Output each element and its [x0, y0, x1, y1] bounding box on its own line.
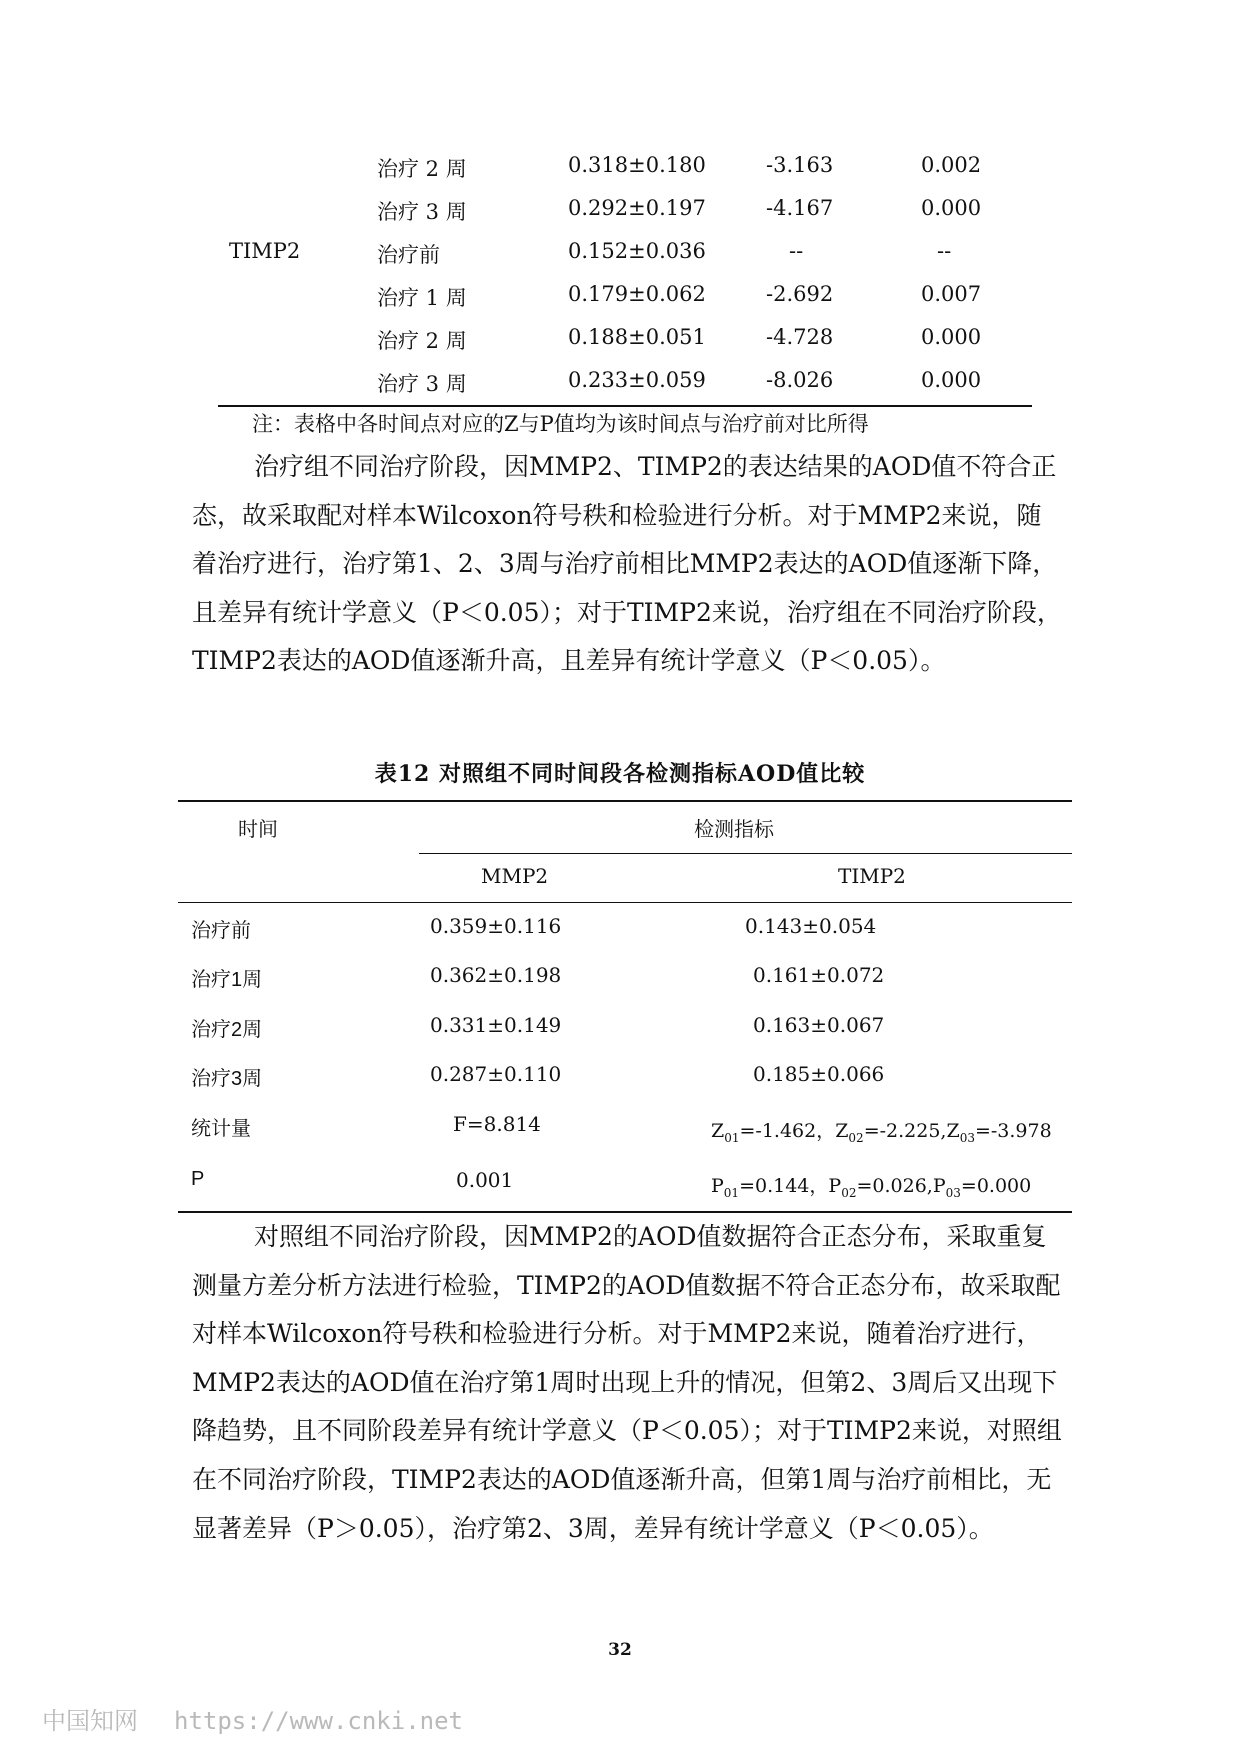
body-paragraph — [192, 443, 1062, 686]
table-note: 注：表格中各时间点对应的Z与P值均为该时间点与治疗前对比所得 — [252, 412, 869, 436]
row-mmp2: 0.359±0.116 — [430, 914, 562, 938]
row-value: 0.188±0.051 — [568, 325, 706, 349]
row-time: 治疗 1 周 — [377, 286, 467, 310]
row-p: 0.000 — [921, 325, 982, 349]
row-time: 治疗 3 周 — [377, 372, 467, 396]
body-paragraph — [192, 1213, 1062, 1553]
row-mmp2: 0.287±0.110 — [430, 1062, 562, 1086]
row-mmp2: 0.362±0.198 — [430, 963, 562, 987]
watermark-url: https://www.cnki.net — [174, 1707, 463, 1735]
row-value: 0.152±0.036 — [568, 239, 706, 263]
row-time: 治疗 2 周 — [377, 329, 467, 353]
row-time: 治疗3周 — [191, 1068, 263, 1090]
paragraph-text: 治疗组不同治疗阶段，因MMP2、TIMP2的表达结果的AOD值不符合正态，故采取配对样本Wilcoxon符号秩和检验进行分析。对于MMP2来说，随着治疗进行，治疗第1、2、3周与治疗前相比MMP2表达的AOD值逐渐下降，且差异有统计学意义（P＜0.05）；对于TIMP2来说，治疗组在不同治疗阶段，TIMP2表达的AOD值逐渐升高，且差异有统计学意义（P＜0.05）。 — [192, 452, 1062, 676]
row-value: 0.318±0.180 — [568, 153, 706, 177]
row-time: 治疗1周 — [191, 969, 263, 991]
p-mmp2: 0.001 — [456, 1168, 514, 1192]
row-time: 治疗前 — [377, 243, 440, 267]
table-caption: 表12 对照组不同时间段各检测指标AOD值比较 — [374, 761, 866, 787]
row-p: -- — [937, 239, 952, 263]
p-timp2: $P_{01}=0.144$，$P_{02}=0.026,P_{03}=0.000$ — [711, 1175, 1032, 1200]
row-value: 0.179±0.062 — [568, 282, 706, 306]
row-z: -8.026 — [766, 368, 834, 392]
stat-timp2: $Z_{01}=-1.462$，$Z_{02}=-2.225,Z_{03}=-3.978$ — [711, 1120, 1052, 1145]
header-mmp2: MMP2 — [481, 864, 549, 888]
header-time: 时间 — [238, 819, 278, 841]
row-timp2: 0.143±0.054 — [745, 914, 877, 938]
row-p: 0.000 — [921, 196, 982, 220]
row-z: -2.692 — [766, 282, 834, 306]
row-p: 0.007 — [921, 282, 982, 306]
row-p: 0.000 — [921, 368, 982, 392]
header-subrule — [419, 853, 1072, 854]
row-timp2: 0.163±0.067 — [753, 1013, 885, 1037]
row-time: 治疗 3 周 — [377, 200, 467, 224]
header-indicator: 检测指标 — [694, 819, 774, 841]
row-timp2: 0.185±0.066 — [753, 1062, 885, 1086]
row-mmp2: 0.331±0.149 — [430, 1013, 562, 1037]
row-time: 治疗 2 周 — [377, 157, 467, 181]
header-bottom-rule — [178, 902, 1072, 903]
row-z: -- — [789, 239, 804, 263]
row-time: 治疗2周 — [191, 1019, 263, 1041]
row-value: 0.233±0.059 — [568, 368, 706, 392]
paragraph-text: 对照组不同治疗阶段，因MMP2的AOD值数据符合正态分布，采取重复测量方差分析方法进行检验，TIMP2的AOD值数据不符合正态分布，故采取配对样本Wilcoxon符号秩和检验进行分析。对于MMP2来说，随着治疗进行，MMP2表达的AOD值在治疗第1周时出现上升的情况，但第2、3周后又出现下降趋势，且不同阶段差异有统计学意义（P＜0.05）；对于TIMP2来说，对照组在不同治疗阶段，TIMP2表达的AOD值逐渐升高，但第1周与治疗前相比，无显著差异（P＞0.05），治疗第2、3周，差异有统计学意义（P＜0.05）。 — [192, 1222, 1062, 1543]
row-timp2: 0.161±0.072 — [753, 963, 885, 987]
row-p: 0.002 — [921, 153, 982, 177]
watermark-brand: 中国知网 — [42, 1707, 138, 1735]
page-number: 32 — [608, 1640, 632, 1660]
cnki-watermark — [42, 1701, 463, 1736]
row-z: -4.167 — [766, 196, 834, 220]
row-z: -3.163 — [766, 153, 834, 177]
row-z: -4.728 — [766, 325, 834, 349]
header-timp2: TIMP2 — [838, 864, 906, 888]
row-time: 统计量 — [191, 1118, 251, 1140]
table-top-rule — [178, 800, 1072, 802]
row-value: 0.292±0.197 — [568, 196, 706, 220]
row-time: 治疗前 — [191, 920, 251, 942]
row-time: P — [191, 1168, 205, 1190]
table-bottom-rule — [218, 405, 1032, 407]
stat-mmp2: F=8.814 — [453, 1112, 541, 1136]
row-group: TIMP2 — [229, 239, 301, 263]
